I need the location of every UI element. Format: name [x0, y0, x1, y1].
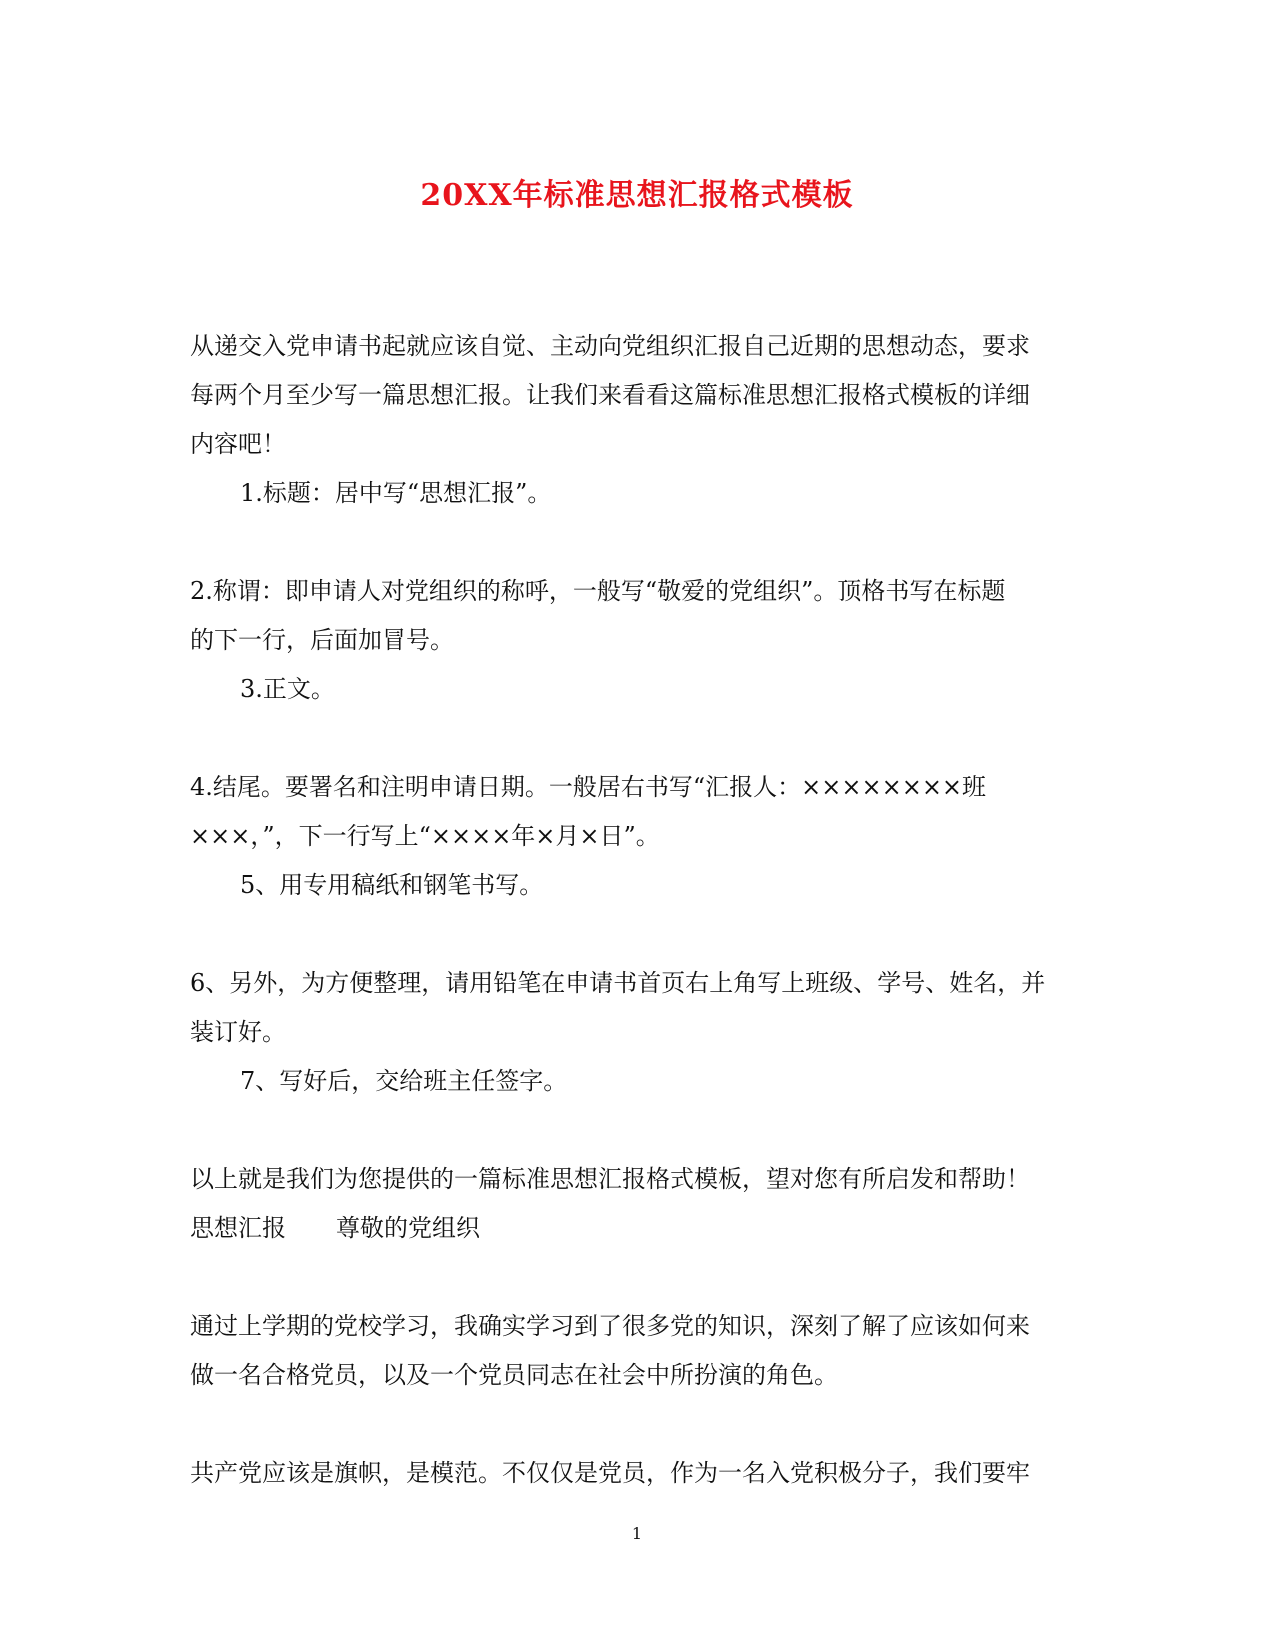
- text-line: 装订好。: [190, 1018, 286, 1046]
- text-line: 的下一行，后面加冒号。: [190, 626, 454, 654]
- list-item-6: 6、另外，为方便整理，请用铅笔在申请书首页右上角写上班级、学号、姓名，并: [190, 969, 1046, 997]
- blank-line: [190, 1106, 1090, 1155]
- blank-line: [190, 1253, 1090, 1302]
- text-line: 共产党应该是旗帜，是模范。不仅仅是党员，作为一名入党积极分子，我们要牢: [190, 1459, 1030, 1487]
- list-item-5: 5、用专用稿纸和钢笔书写。: [240, 871, 544, 899]
- text-line: 通过上学期的党校学习，我确实学习到了很多党的知识，深刻了解了应该如何来: [190, 1312, 1030, 1340]
- salutation: 尊敬的党组织: [336, 1214, 480, 1242]
- blank-line: [190, 714, 1090, 763]
- list-item-4: 4.结尾。要署名和注明申请日期。一般居右书写“汇报人：××××××××班: [190, 773, 987, 801]
- document-title: 20XX年标准思想汇报格式模板: [420, 178, 854, 213]
- text-line: 内容吧！: [190, 430, 286, 458]
- closing-line: 以上就是我们为您提供的一篇标准思想汇报格式模板，望对您有所启发和帮助！: [190, 1165, 1030, 1193]
- list-item-7: 7、写好后，交给班主任签字。: [240, 1067, 568, 1095]
- blank-line: [190, 518, 1090, 567]
- list-item-3: 3.正文。: [240, 675, 335, 703]
- list-item-1: 1.标题：居中写“思想汇报”。: [240, 479, 552, 507]
- blank-line: [190, 910, 1090, 959]
- text-line: 每两个月至少写一篇思想汇报。让我们来看看这篇标准思想汇报格式模板的详细: [190, 381, 1030, 409]
- text-line: 从递交入党申请书起就应该自觉、主动向党组织汇报自己近期的思想动态，要求: [190, 332, 1030, 360]
- report-heading: 思想汇报: [190, 1214, 286, 1242]
- text-line: 做一名合格党员，以及一个党员同志在社会中所扮演的角色。: [190, 1361, 838, 1389]
- page-number: 1: [631, 1524, 643, 1543]
- blank-line: [190, 1400, 1090, 1449]
- text-line: ×××，”，下一行写上“××××年×月×日”。: [190, 822, 660, 850]
- list-item-2: 2.称谓：即申请人对党组织的称呼，一般写“敬爱的党组织”。顶格书写在标题: [190, 577, 1006, 605]
- document-body: [190, 322, 1090, 1498]
- report-heading-line: [190, 1204, 1090, 1253]
